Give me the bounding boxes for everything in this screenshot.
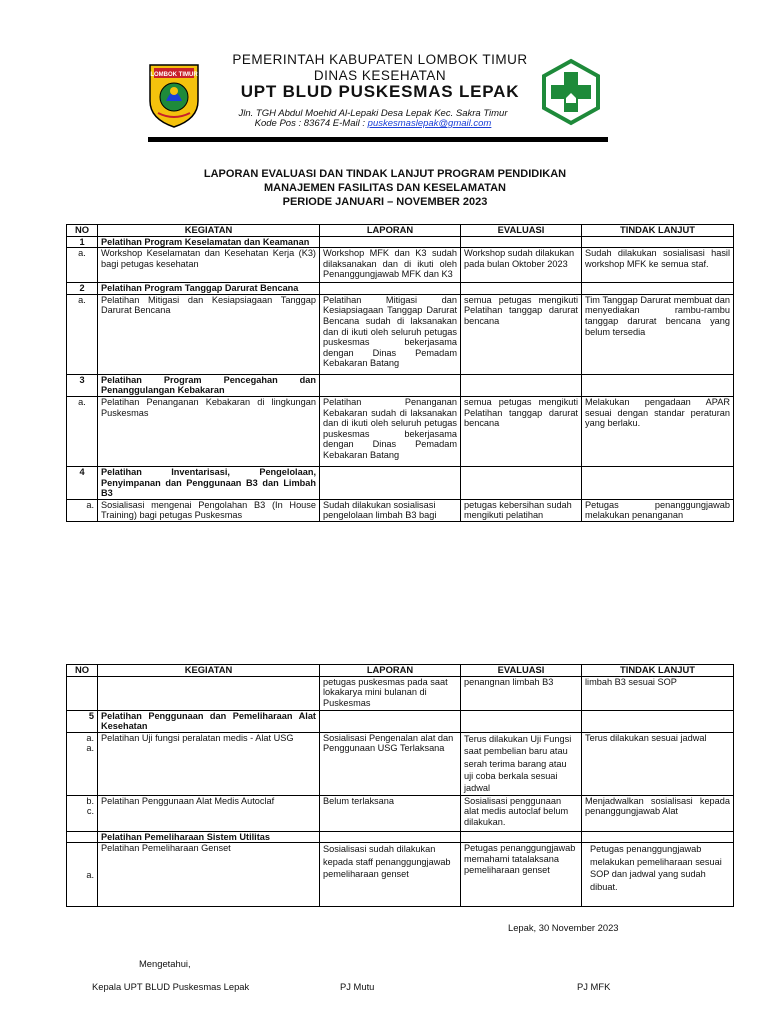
- tindak-lanjut-cell: limbah B3 sesuai SOP: [582, 676, 734, 710]
- row-number: 2: [67, 283, 98, 295]
- table-row: [67, 396, 734, 466]
- kegiatan-cell: Sosialisasi mengenai Pengolahan B3 (In House Training) bagi petugas Puskesmas: [98, 499, 320, 521]
- section-title: Pelatihan Pemeliharaan Sistem Utilitas: [98, 831, 320, 843]
- regency-logo-text: LOMBOK TIMUR: [150, 72, 198, 78]
- tindak-lanjut-cell: Sudah dilakukan sosialisasi hasil workshop MFK ke semua staf.: [582, 248, 734, 283]
- evaluasi-cell: semua petugas mengikuti Pelatihan tanggap darurat bencana: [461, 294, 582, 374]
- evaluasi-cell: Sosialisasi penggunaan alat medis autoclaf belum dilakukan.: [461, 795, 582, 831]
- report-table-page2: [66, 664, 734, 907]
- section-row: [67, 466, 734, 499]
- evaluasi-cell: Terus dilakukan Uji Fungsi saat pembelian baru atau serah terima barang atau uji coba berkala sesuai jadwal: [461, 732, 582, 795]
- section-row: [67, 710, 734, 732]
- kegiatan-cell: Pelatihan Penggunaan Alat Medis Autoclaf: [98, 795, 320, 831]
- evaluasi-cell: penangnan limbah B3: [461, 676, 582, 710]
- evaluasi-cell: semua petugas mengikuti Pelatihan tanggap darurat bencana: [461, 396, 582, 466]
- address-line: Jln. TGH Abdul Moehid Al-Lepaki Desa Lepak Kec. Sakra Timur: [238, 108, 508, 119]
- tindak-lanjut-cell: Menjadwalkan sosialisasi kepada penanggungjawab Alat: [582, 795, 734, 831]
- section-title: Pelatihan Penggunaan dan Pemeliharaan Alat Kesehatan: [98, 710, 320, 732]
- table-row: [67, 294, 734, 374]
- table-row: [67, 499, 734, 521]
- tindak-lanjut-cell: Melakukan pengadaan APAR sesuai dengan standar peraturan yang berlaku.: [582, 396, 734, 466]
- section-row: [67, 283, 734, 295]
- kegiatan-cell: Pelatihan Penanganan Kebakaran di lingkungan Puskesmas: [98, 396, 320, 466]
- table-header-row: [67, 225, 734, 237]
- header-evaluasi: EVALUASI: [461, 665, 582, 677]
- section-row: [67, 831, 734, 843]
- row-letter: [67, 795, 98, 831]
- row-letter-primary: b.: [86, 795, 94, 806]
- report-period: PERIODE JANUARI – NOVEMBER 2023: [282, 196, 488, 208]
- tindak-lanjut-cell: Terus dilakukan sesuai jadwal: [582, 732, 734, 795]
- kegiatan-cell: Pelatihan Pemeliharaan Genset: [98, 843, 320, 907]
- header-kegiatan: KEGIATAN: [98, 665, 320, 677]
- header-laporan: LAPORAN: [320, 225, 461, 237]
- laporan-cell: Sudah dilakukan sosialisasi pengelolaan limbah B3 bagi: [320, 499, 461, 521]
- section-title: Pelatihan Program Keselamatan dan Keamanan: [98, 236, 320, 248]
- table-row: [67, 676, 734, 710]
- laporan-cell: Sosialisasi sudah dilakukan kepada staff penanggungjawab pemeliharaan genset: [320, 843, 461, 907]
- email-link[interactable]: puskesmaslepak@gmail.com: [367, 118, 492, 129]
- kegiatan-cell: Pelatihan Uji fungsi peralatan medis - Alat USG: [98, 732, 320, 795]
- row-letter: a.: [67, 396, 98, 466]
- tindak-lanjut-cell: Petugas penanggungjawab melakukan penanganan: [582, 499, 734, 521]
- laporan-cell: petugas puskesmas pada saat lokakarya mini bulanan di Puskesmas: [320, 676, 461, 710]
- puskesmas-logo: [540, 58, 602, 126]
- row-letter-secondary: a.: [86, 743, 94, 754]
- laporan-cell: Pelatihan Penanganan Kebakaran sudah di laksanakan dan di ikuti oleh seluruh petugas puskesmas bekerjasama dengan Dinas Pemadam Kebakaran Batang: [320, 396, 461, 466]
- section-row: [67, 374, 734, 396]
- tindak-lanjut-cell: Tim Tanggap Darurat membuat dan menyediakan rambu-rambu tanggap darurat bencana yang belum tersedia: [582, 294, 734, 374]
- section-title: Pelatihan Inventarisasi, Pengelolaan, Penyimpanan dan Penggunaan B3 dan Limbah B3: [98, 466, 320, 499]
- laporan-cell: Sosialisasi Pengenalan alat dan Penggunaan USG Terlaksana: [320, 732, 461, 795]
- postal-code-text: Kode Pos : 83674 E-Mail :: [254, 118, 368, 129]
- table-row: [67, 248, 734, 283]
- header-laporan: LAPORAN: [320, 665, 461, 677]
- report-title-line2: MANAJEMEN FASILITAS DAN KESELAMATAN: [264, 182, 506, 194]
- row-number: 1: [67, 236, 98, 248]
- kegiatan-cell: Pelatihan Mitigasi dan Kesiapsiagaan Tanggap Darurat Bencana: [98, 294, 320, 374]
- table-row: [67, 795, 734, 831]
- pj-mfk-signatory: PJ MFK: [577, 981, 611, 992]
- tindak-lanjut-cell: Petugas penanggungjawab melakukan pemeliharaan sesuai SOP dan jadwal yang sudah dibuat.: [582, 843, 734, 907]
- letterhead-divider: [148, 137, 608, 142]
- section-row: [67, 236, 734, 248]
- government-name: PEMERINTAH KABUPATEN LOMBOK TIMUR: [232, 52, 528, 67]
- table-row: [67, 843, 734, 907]
- report-title-line1: LAPORAN EVALUASI DAN TINDAK LANJUT PROGRAM PENDIDIKAN: [203, 168, 567, 180]
- row-letter: [67, 732, 98, 795]
- postal-email-line: [218, 118, 528, 129]
- evaluasi-cell: petugas kebersihan sudah mengikuti pelatihan: [461, 499, 582, 521]
- evaluasi-cell: Workshop sudah dilakukan pada bulan Oktober 2023: [461, 248, 582, 283]
- table-header-row: [67, 665, 734, 677]
- laporan-cell: Belum terlaksana: [320, 795, 461, 831]
- header-tindak-lanjut: TINDAK LANJUT: [582, 225, 734, 237]
- row-letter-secondary: c.: [86, 806, 94, 817]
- header-no: NO: [67, 665, 98, 677]
- laporan-cell: Pelatihan Mitigasi dan Kesiapsiagaan Tanggap Darurat Bencana sudah di laksanakan dan di ikuti oleh seluruh petugas puskesmas bekerjasama dengan Dinas Pemadam Kebakaran Batang: [320, 294, 461, 374]
- evaluasi-cell: Petugas penanggungjawab memahami tatalaksana pemeliharaan genset: [461, 843, 582, 907]
- header-evaluasi: EVALUASI: [461, 225, 582, 237]
- row-letter: a.: [67, 499, 98, 521]
- department-name: DINAS KESEHATAN: [313, 68, 447, 83]
- pj-mutu-signatory: PJ Mutu: [340, 981, 375, 992]
- section-title: Pelatihan Program Pencegahan dan Penanggulangan Kebakaran: [98, 374, 320, 396]
- head-signatory: Kepala UPT BLUD Puskesmas Lepak: [92, 981, 250, 992]
- table-row: [67, 732, 734, 795]
- acknowledge-label: Mengetahui,: [139, 958, 191, 969]
- row-letter: a.: [67, 294, 98, 374]
- place-date: Lepak, 30 November 2023: [508, 922, 619, 933]
- row-letter: a.: [67, 248, 98, 283]
- row-number: 4: [67, 466, 98, 499]
- kegiatan-cell: Workshop Keselamatan dan Kesehatan Kerja (K3) bagi petugas kesehatan: [98, 248, 320, 283]
- section-title: Pelatihan Program Tanggap Darurat Bencana: [98, 283, 320, 295]
- row-letter: a.: [67, 843, 98, 907]
- row-letter-primary: a.: [86, 732, 94, 743]
- header-kegiatan: KEGIATAN: [98, 225, 320, 237]
- row-number: 3: [67, 374, 98, 396]
- report-table-page1: [66, 224, 734, 522]
- row-number: 5: [67, 710, 98, 732]
- laporan-cell: Workshop MFK dan K3 sudah dilaksanakan dan di ikuti oleh Penanggungjawab MFK dan K3: [320, 248, 461, 283]
- header-tindak-lanjut: TINDAK LANJUT: [582, 665, 734, 677]
- header-no: NO: [67, 225, 98, 237]
- institution-name: UPT BLUD PUSKESMAS LEPAK: [240, 82, 520, 101]
